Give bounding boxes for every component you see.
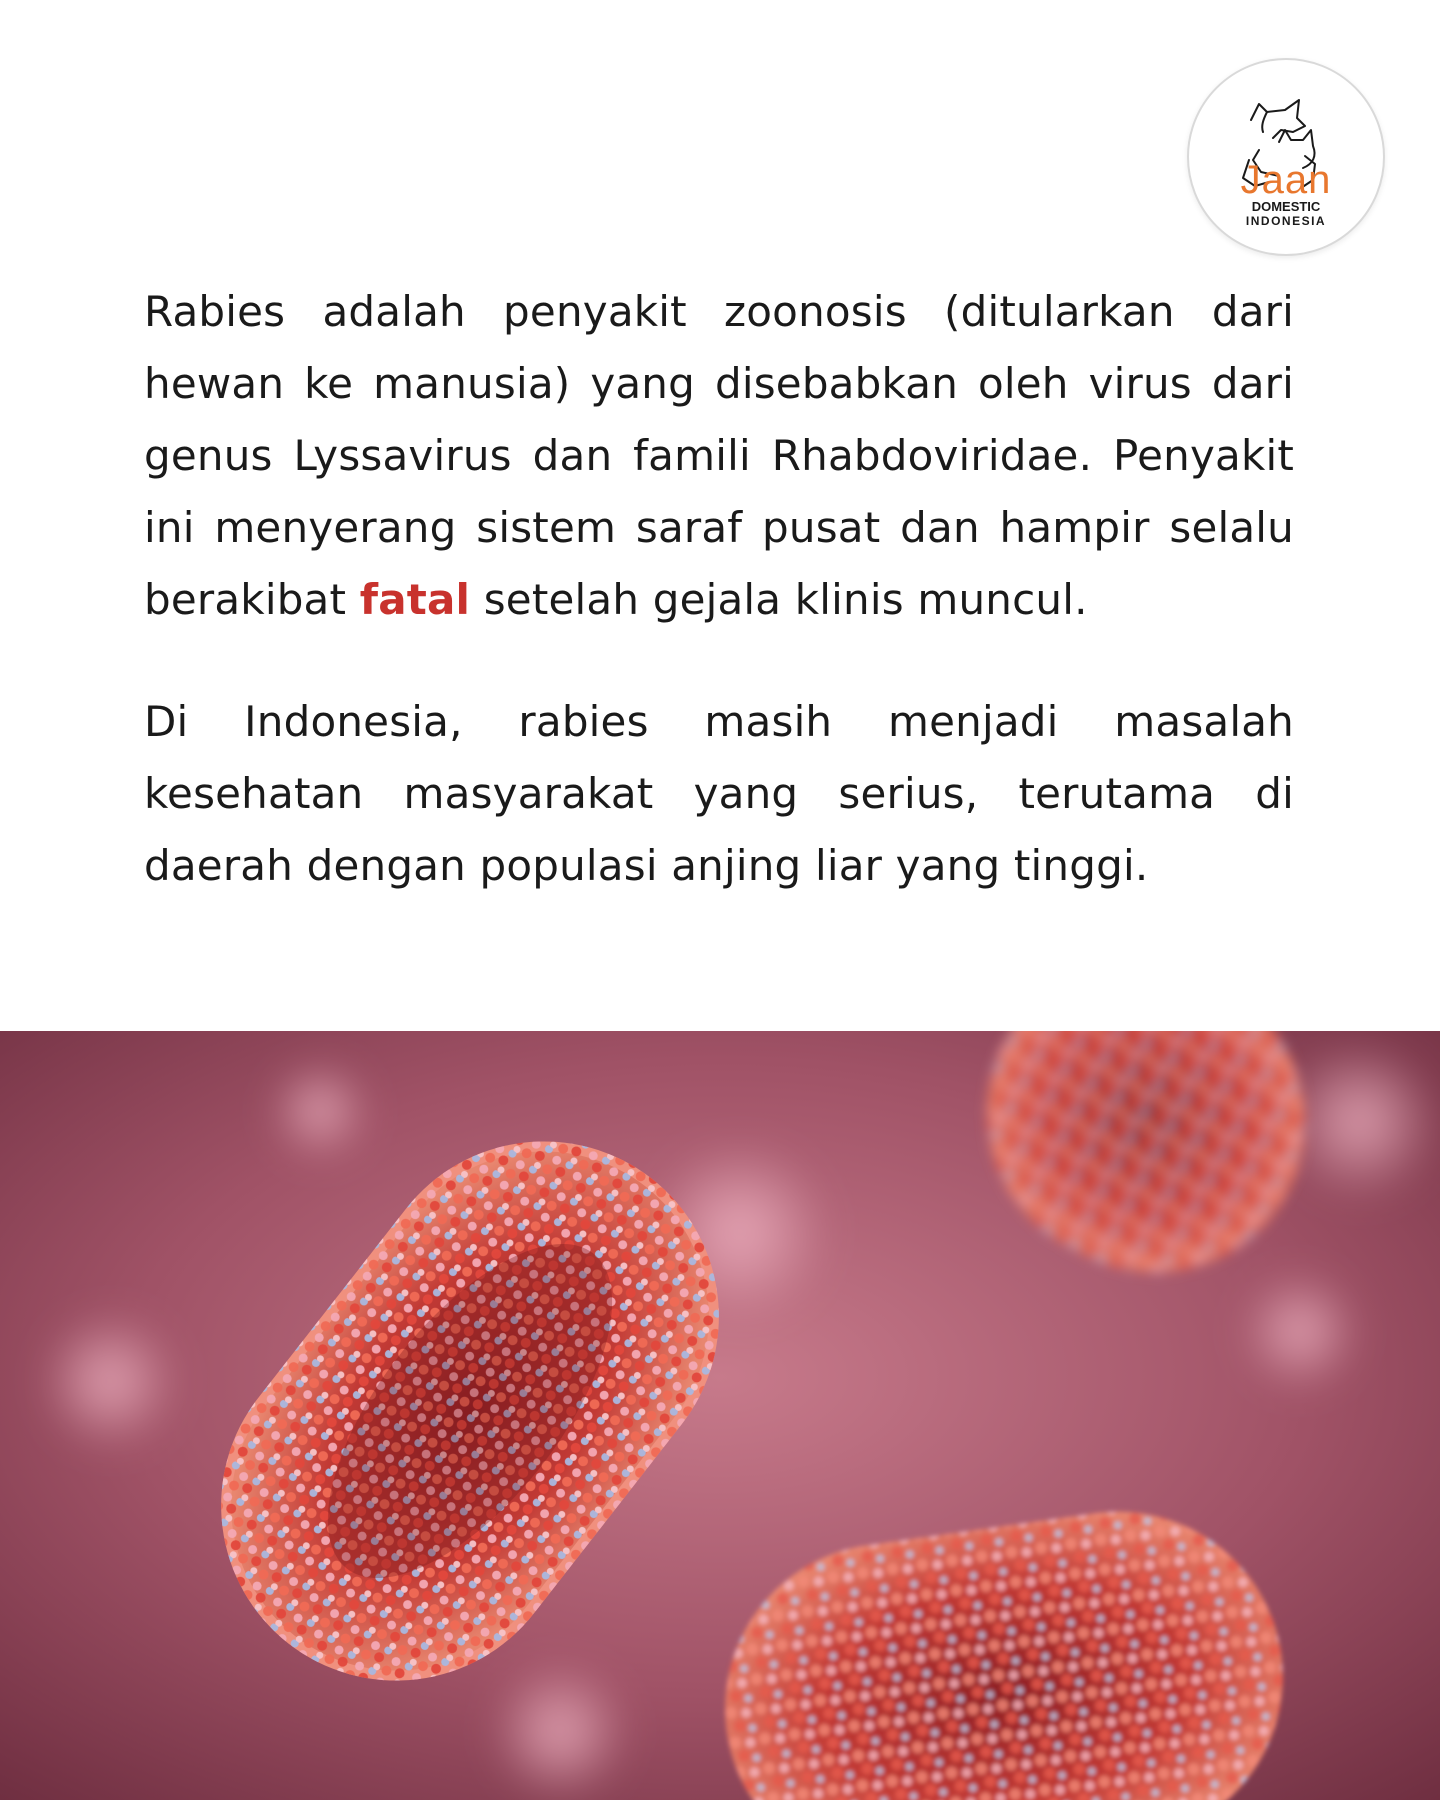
logo-brand: Jaan xyxy=(1240,158,1332,202)
logo-line-indonesia: INDONESIA xyxy=(1245,214,1327,228)
jaan-logo xyxy=(1187,58,1385,256)
paragraph-intro xyxy=(144,276,1294,636)
paragraph-intro-tail: setelah gejala klinis muncul. xyxy=(470,575,1088,624)
logo-line-domestic: DOMESTIC xyxy=(1251,199,1321,214)
article-body xyxy=(144,276,1294,902)
highlight-fatal: fatal xyxy=(359,575,471,624)
paragraph-intro-text: Rabies adalah penyakit zoonosis (ditularkan dari hewan ke manusia) yang disebabkan oleh virus dari genus Lyssavirus dan famili Rhabdoviridae. Penyakit ini menyerang sistem saraf pusat dan hampir selalu berakibat xyxy=(144,287,1294,624)
rabies-virus-illustration xyxy=(0,1031,1440,1800)
paragraph-indonesia: Di Indonesia, rabies masih menjadi masalah kesehatan masyarakat yang serius, terutama di daerah dengan populasi anjing liar yang tinggi. xyxy=(144,697,1294,890)
